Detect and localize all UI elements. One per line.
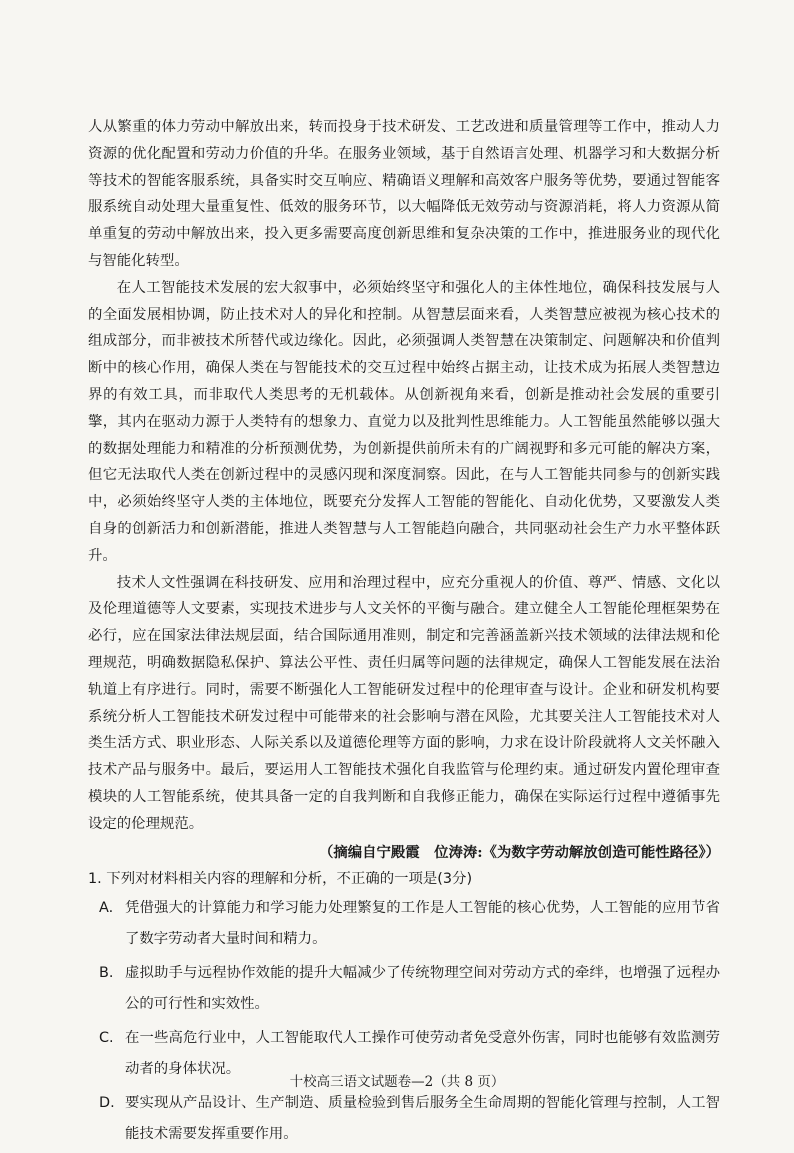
option-d[interactable] [88,1088,720,1150]
passage-paragraph-2: 在人工智能技术发展的宏大叙事中，必须始终坚守和强化人的主体性地位，确保科技发展与人的全面发展相协调，防止技术对人的异化和控制。从智慧层面来看，人类智慧应被视为核心技术的组成部分，而非被技术所替代或边缘化。因此，必须强调人类智慧在决策制定、问题解决和价值判断中的核心作用，确保人类在与智能技术的交互过程中始终占据主动，让技术成为拓展人类智慧边界的有效工具，而非取代人类思考的无机载体。从创新视角来看，创新是推动社会发展的重要引擎，其内在驱动力源于人类特有的想象力、直觉力以及批判性思维能力。人工智能虽然能够以强大的数据处理能力和精准的分析预测优势，为创新提供前所未有的广阔视野和多元可能的解决方案，但它无法取代人类在创新过程中的灵感闪现和深度洞察。因此，在与人工智能共同参与的创新实践中，必须始终坚守人类的主体地位，既要充分发挥人工智能的智能化、自动化优势，又要激发人类自身的创新活力和创新潜能，推进人类智慧与人工智能趋向融合，共同驱动社会生产力水平整体跃升。 [88,279,720,564]
option-letter: C. [99,1030,114,1047]
page-footer: 十校高三语文试题卷—2（共 8 页） [289,1074,505,1090]
passage-paragraph-1: 人从繁重的体力劳动中解放出来，转而投身于技术研发、工艺改进和质量管理等工作中，推动人力资源的优化配置和劳动力价值的升华。在服务业领域，基于自然语言处理、机器学习和大数据分析等技术的智能客服系统，具备实时交互响应、精确语义理解和高效客户服务等优势，要通过智能客服系统自动处理大量重复性、低效的服务环节，以大幅降低无效劳动与资源消耗，将人力资源从简单重复的劳动中解放出来，投入更多需要高度创新思维和复杂决策的工作中，推进服务业的现代化与智能化转型。 [88,119,720,269]
option-text: 虚拟助手与远程协作效能的提升大幅减少了传统物理空间对劳动方式的牵绊，也增强了远程办公的可行性和实效性。 [125,965,720,1013]
option-letter: D. [99,1095,115,1112]
question-1 [88,866,720,1150]
option-a[interactable] [88,893,720,955]
option-text: 凭借强大的计算能力和学习能力处理繁复的工作是人工智能的核心优势，人工智能的应用节省了数字劳动者大量时间和精力。 [125,900,720,948]
page-content [88,114,720,1153]
passage-paragraph-3: 技术人文性强调在科技研发、应用和治理过程中，应充分重视人的价值、尊严、情感、文化以及伦理道德等人文要素，实现技术进步与人文关怀的平衡与融合。建立健全人工智能伦理框架势在必行，应在国家法律法规层面，结合国际通用准则，制定和完善涵盖新兴技术领域的法律法规和伦理规范，明确数据隐私保护、算法公平性、责任归属等问题的法律规定，确保人工智能发展在法治轨道上有序进行。同时，需要不断强化人工智能研发过程中的伦理审查与设计。企业和研发机构要系统分析人工智能技术研发过程中可能带来的社会影响与潜在风险，尤其要关注人工智能技术对人类生活方式、职业形态、人际关系以及道德伦理等方面的影响，力求在设计阶段就将人文关怀融入技术产品与服务中。最后，要运用人工智能技术强化自我监管与伦理约束。通过研发内置伦理审查模块的人工智能系统，使其具备一定的自我判断和自我修正能力，确保在实际运行过程中遵循事先设定的伦理规范。 [88,574,720,832]
option-b[interactable] [88,958,720,1020]
passage-source: （摘编自宁殿霞 位涛涛:《为数字劳动解放创造可能性路径》） [318,843,720,861]
question-stem: 1. 下列对材料相关内容的理解和分析，不正确的一项是(3分) [88,871,473,888]
option-letter: B. [99,965,114,982]
option-letter: A. [99,900,114,917]
option-text: 要实现从产品设计、生产制造、质量检验到售后服务全生命周期的智能化管理与控制，人工智能技术需要发挥重要作用。 [125,1095,720,1143]
option-text: 在一些高危行业中，人工智能取代人工操作可使劳动者免受意外伤害，同时也能够有效监测劳动者的身体状况。 [125,1030,720,1078]
